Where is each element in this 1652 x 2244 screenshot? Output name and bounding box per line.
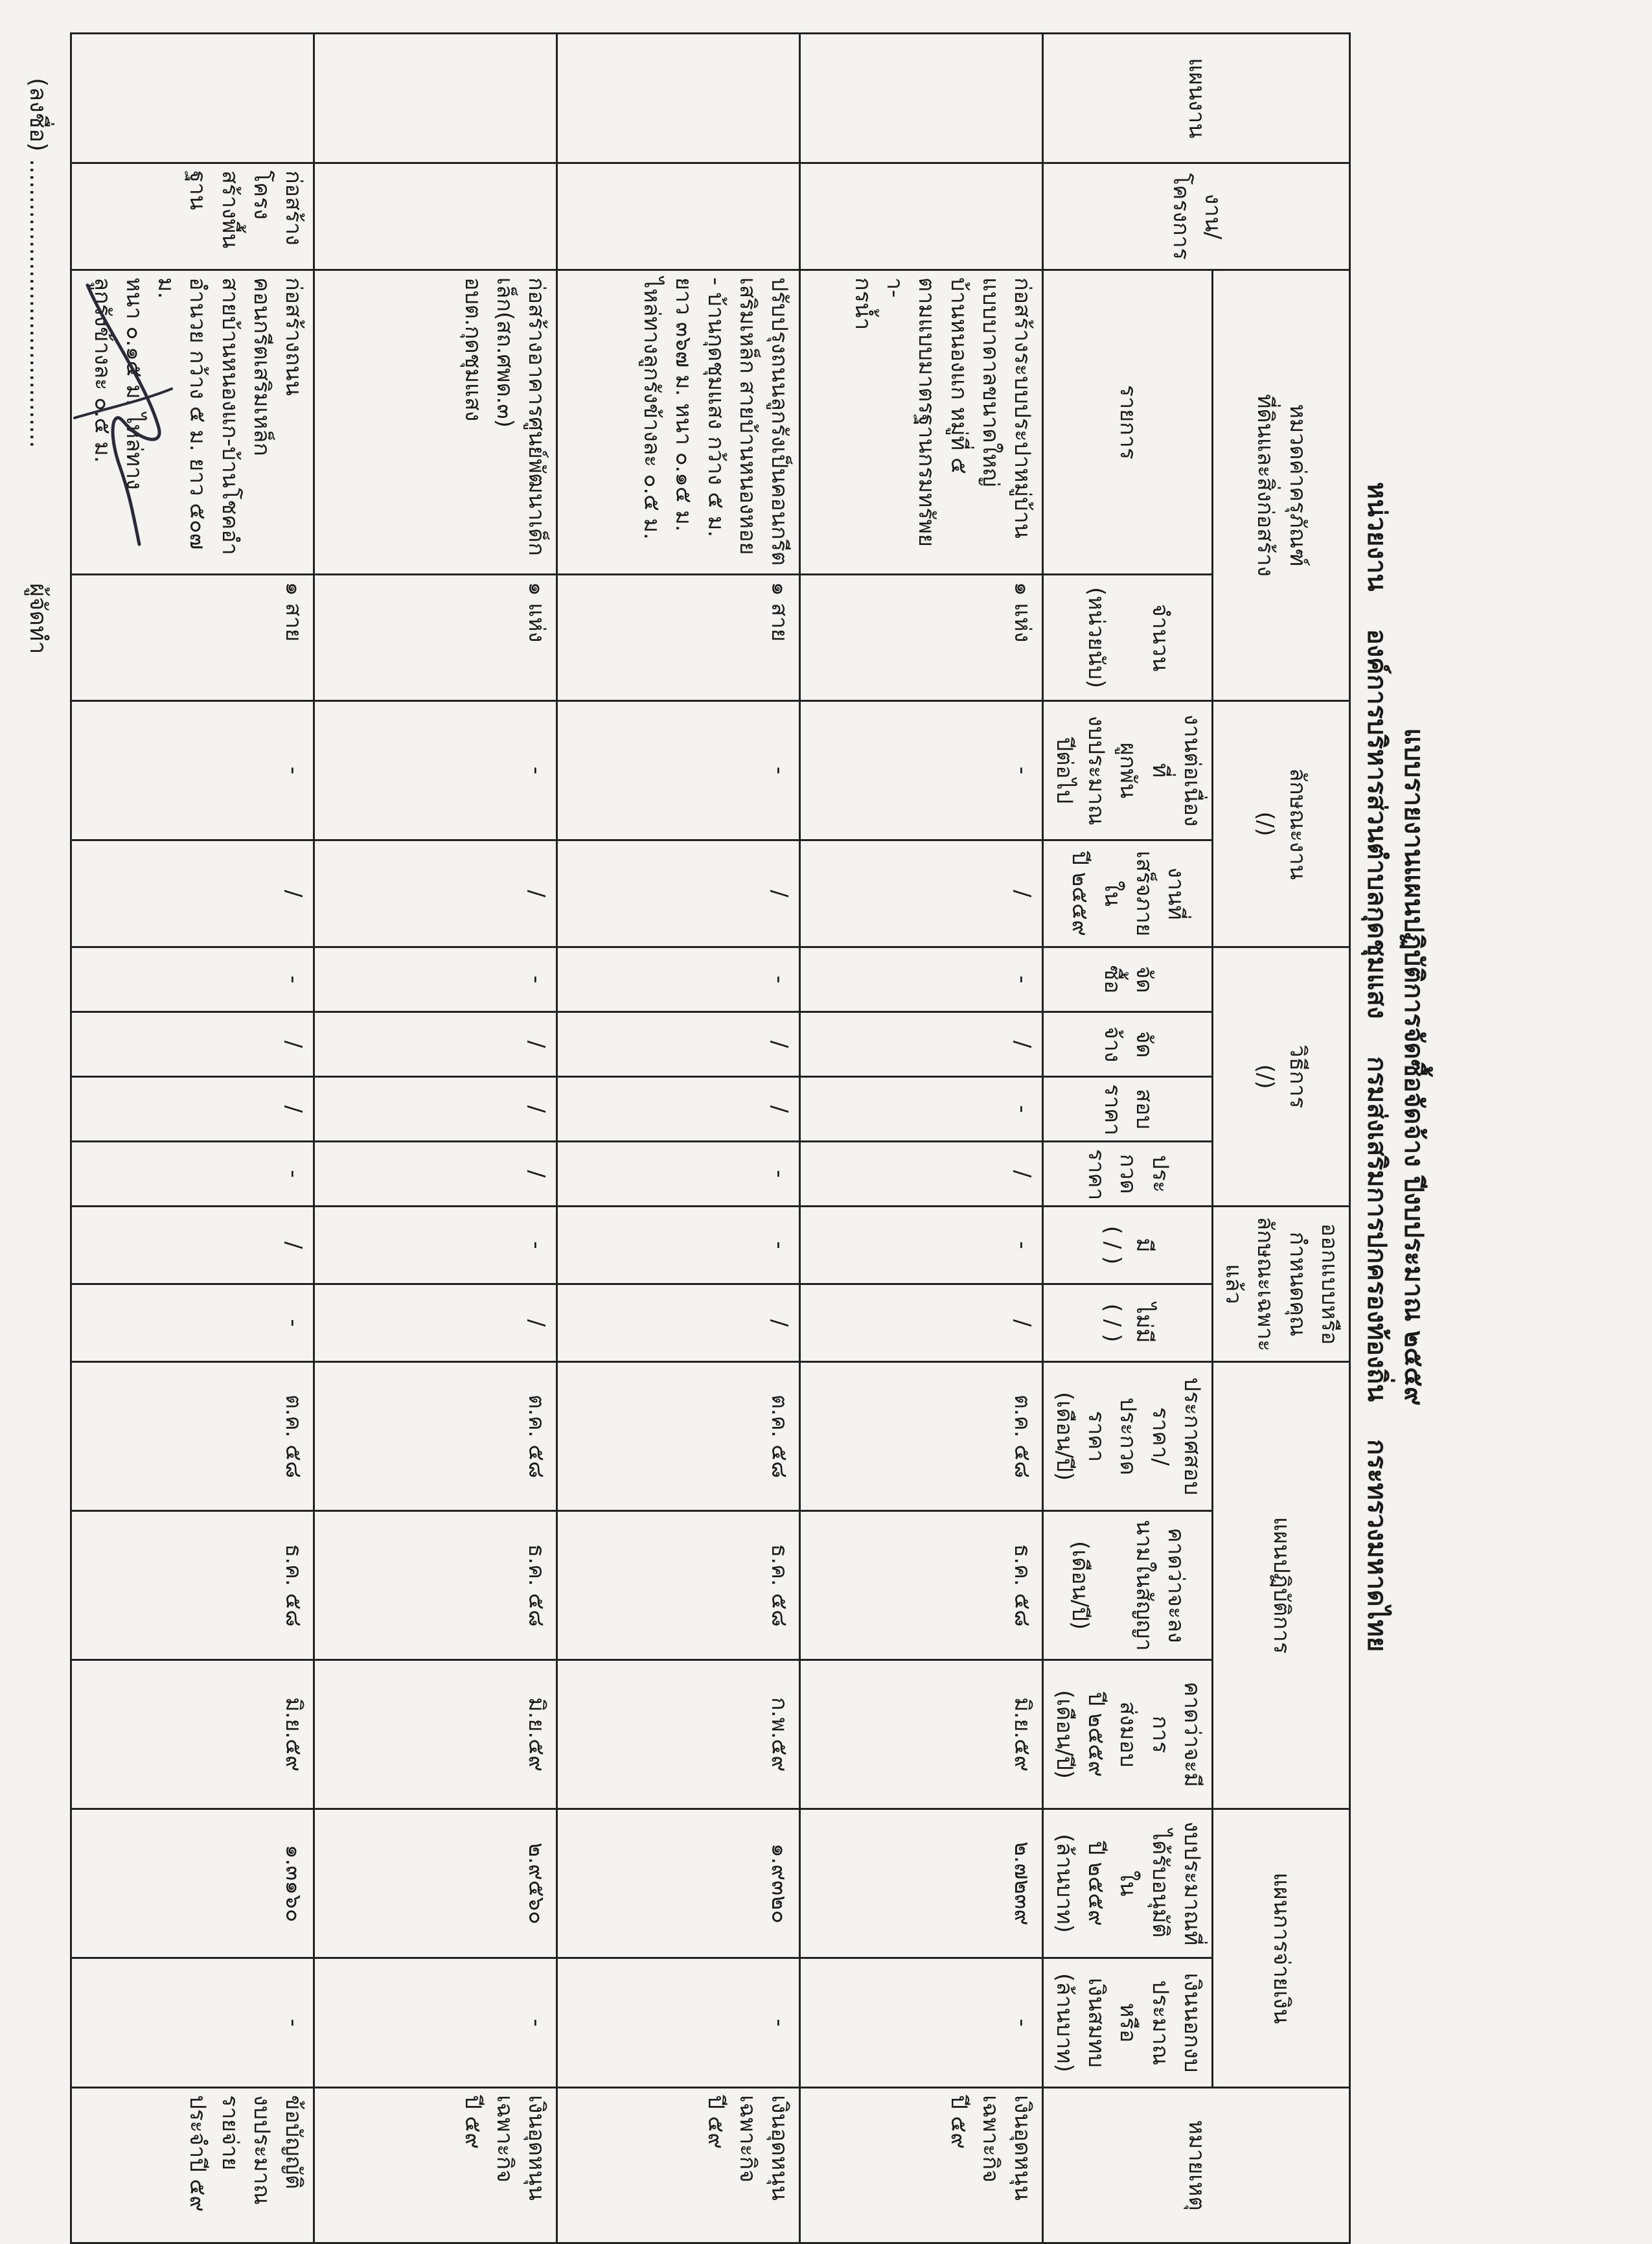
handwritten-signature — [68, 279, 185, 551]
cell-hire: / — [314, 1012, 557, 1077]
cell-price-check: / — [71, 1077, 314, 1142]
cell-bid: - — [557, 1142, 800, 1207]
header-continuing: งานต่อเนื่องที่ ผูกพัน งบประมาณ ปีต่อไป — [1043, 701, 1212, 840]
cell-remarks: ข้อบัญญัติ งบประมาณ รายจ่าย ประจำปี ๕๙ — [71, 2088, 314, 2243]
header-payment-plan: แผนการจ่ายเงิน — [1212, 1809, 1349, 2088]
cell-delivery: มิ.ย.๕๙ — [800, 1660, 1043, 1809]
cell-project — [557, 163, 800, 270]
header-hire: จัด จ้าง — [1043, 1012, 1212, 1077]
header-quantity: จำนวน (หน่วยนับ) — [1043, 575, 1212, 701]
header-category: หมวดค่าครุภัณฑ์ ที่ดินและสิ่งก่อสร้าง — [1212, 270, 1349, 701]
header-ops-plan: แผนปฏิบัติการ — [1212, 1362, 1349, 1809]
header-price-check: สอบ ราคา — [1043, 1077, 1212, 1142]
header-delivery: คาดว่าจะมีการ ส่งมอบ ปี ๒๕๕๙ (เดือน/ปี) — [1043, 1660, 1212, 1809]
cell-continuing: - — [71, 701, 314, 840]
header-no: ไม่มี ( / ) — [1043, 1284, 1212, 1362]
cell-budget: ๒.๙๕๖๐ — [314, 1809, 557, 1958]
cell-announce: ต.ค. ๕๘ — [557, 1362, 800, 1511]
cell-plan — [314, 34, 557, 163]
cell-continuing: - — [314, 701, 557, 840]
cell-no: - — [71, 1284, 314, 1362]
cell-announce: ต.ค. ๕๘ — [314, 1362, 557, 1511]
preparer-label: ผู้จัดทำ — [25, 583, 51, 654]
table-row — [314, 34, 557, 2243]
cell-extra-budget: - — [800, 1958, 1043, 2088]
cell-remarks: เงินอุดหนุน เฉพาะกิจ ปี ๕๙ — [800, 2088, 1043, 2243]
cell-plan — [557, 34, 800, 163]
cell-announce: ต.ค. ๕๘ — [800, 1362, 1043, 1511]
header-nature: ลักษณะงาน (/) — [1212, 701, 1349, 947]
cell-finished: / — [314, 840, 557, 947]
form-subtitle — [1357, 0, 1398, 2134]
cell-price-check: / — [314, 1077, 557, 1142]
cell-project: ก่อสร้างโครง สร้างพื้นฐาน — [71, 163, 314, 270]
cell-announce: ต.ค. ๕๘ — [71, 1362, 314, 1511]
header-finished: งานที่ เสร็จภาย ใน ปี ๒๕๕๙ — [1043, 840, 1212, 947]
header-remarks: หมายเหตุ — [1043, 2088, 1350, 2243]
header-project: งาน/โครงการ — [1043, 163, 1350, 270]
cell-price-check: / — [557, 1077, 800, 1142]
unit-label: หน่วยงาน — [1362, 481, 1392, 592]
header-plan: แผนงาน — [1043, 34, 1350, 163]
cell-yes: / — [71, 1207, 314, 1284]
cell-quantity: ๑ สาย — [557, 575, 800, 701]
cell-project — [314, 163, 557, 270]
form-title: แบบรายงานแผนปฏิบัติการจัดซื้อจัดจ้าง ปีงบประมาณ ๒๕๕๙ — [1399, 728, 1428, 1406]
table-row — [800, 34, 1043, 2243]
header-budget: งบประมาณที่ ได้รับอนุมัติใน ปี ๒๕๕๙ (ล้านบาท) — [1043, 1809, 1212, 1958]
cell-bid: / — [314, 1142, 557, 1207]
cell-remarks: เงินอุดหนุน เฉพาะกิจ ปี ๕๙ — [557, 2088, 800, 2243]
ministry-name: กระทรวงมหาดไทย — [1362, 1439, 1392, 1652]
cell-continuing: - — [800, 701, 1043, 840]
cell-delivery: มิ.ย.๕๙ — [314, 1660, 557, 1809]
cell-hire: / — [71, 1012, 314, 1077]
cell-contract: ธ.ค. ๕๘ — [800, 1511, 1043, 1660]
cell-quantity: ๑ สาย — [71, 575, 314, 701]
cell-plan — [71, 34, 314, 163]
cell-budget: ๑.๓๑๖๐ — [71, 1809, 314, 1958]
cell-bid: / — [800, 1142, 1043, 1207]
header-purchase: จัด ซื้อ — [1043, 947, 1212, 1012]
cell-extra-budget: - — [71, 1958, 314, 2088]
header-item: รายการ — [1043, 270, 1212, 575]
cell-extra-budget: - — [314, 1958, 557, 2088]
cell-quantity: ๑ แห่ง — [800, 575, 1043, 701]
cell-no: / — [800, 1284, 1043, 1362]
org-name: องค์การบริหารส่วนตำบลกุดชุมแสง — [1362, 629, 1392, 1019]
signature-line: (ลงชื่อ) ....................................... — [25, 78, 51, 448]
cell-item: ก่อสร้างถนนคอนกรีตเสริมเหล็ก สายบ้านหนองแก-บ้านโชคอำ อำนวย กว้าง ๕ ม. ยาว ๕๐๗ ม. หนา ๐.๑๕ ม. ไหล่ทาง ลูกรังข้างละ ๐.๕ ม. — [71, 270, 314, 575]
cell-purchase: - — [71, 947, 314, 1012]
cell-purchase: - — [800, 947, 1043, 1012]
cell-bid: - — [71, 1142, 314, 1207]
cell-delivery: ก.พ.๕๙ — [557, 1660, 800, 1809]
header-design: ออกแบบหรือ กำหนดคุณ ลักษณะเฉพาะ แล้ว — [1212, 1207, 1349, 1362]
cell-finished: / — [557, 840, 800, 947]
cell-item: ก่อสร้างอาคารศูนย์พัฒนาเด็ก เล็ก(สถ.ศพด.๓) อบต.กุดชุมแสง — [314, 270, 557, 575]
cell-yes: - — [800, 1207, 1043, 1284]
cell-contract: ธ.ค. ๕๘ — [557, 1511, 800, 1660]
cell-delivery: มิ.ย.๕๙ — [71, 1660, 314, 1809]
cell-project — [800, 163, 1043, 270]
cell-quantity: ๑ แห่ง — [314, 575, 557, 701]
cell-plan — [800, 34, 1043, 163]
cell-finished: / — [800, 840, 1043, 947]
cell-budget: ๒.๗๒๓๙ — [800, 1809, 1043, 1958]
cell-extra-budget: - — [557, 1958, 800, 2088]
cell-price-check: - — [800, 1077, 1043, 1142]
cell-item: ปรับปรุงถนนลูกรังเป็นคอนกรีต เสริมเหล็ก สายบ้านหนองหอย - บ้านกุดชุมแสง กว้าง ๕ ม. ยาว ๓๖๗ ม. หนา ๐.๑๕ ม. ไหล่ทางลูกรังข้างละ ๐.๕ ม. — [557, 270, 800, 575]
cell-item: ก่อสร้างระบบประปาหมู่บ้าน แบบบาดาลขนาดใหญ่ บ้านหนองแก หมู่ที่ ๕ ตามแบบมาตรฐานกรมทรัพยา- กรน้ำ — [800, 270, 1043, 575]
header-contract: คาดว่าจะลง นามในสัญญา (เดือน/ปี) — [1043, 1511, 1212, 1660]
cell-budget: ๑.๙๓๒๐ — [557, 1809, 800, 1958]
cell-contract: ธ.ค. ๕๘ — [314, 1511, 557, 1660]
cell-hire: / — [800, 1012, 1043, 1077]
cell-yes: - — [557, 1207, 800, 1284]
cell-finished: / — [71, 840, 314, 947]
header-extra-budget: เงินนอกงบ ประมาณหรือ เงินสมทบ (ล้านบาท) — [1043, 1958, 1212, 2088]
header-yes: มี ( / ) — [1043, 1207, 1212, 1284]
dept-name: กรมส่งเสริมการปกครองท้องถิ่น — [1362, 1056, 1392, 1402]
header-announce: ประกาศสอบ ราคา/ประกวด ราคา (เดือน/ปี) — [1043, 1362, 1212, 1511]
cell-no: / — [557, 1284, 800, 1362]
cell-no: / — [314, 1284, 557, 1362]
header-method: วิธีการ (/) — [1212, 947, 1349, 1207]
cell-purchase: - — [557, 947, 800, 1012]
cell-yes: - — [314, 1207, 557, 1284]
cell-continuing: - — [557, 701, 800, 840]
cell-contract: ธ.ค. ๕๘ — [71, 1511, 314, 1660]
cell-hire: / — [557, 1012, 800, 1077]
table-row — [557, 34, 800, 2243]
cell-purchase: - — [314, 947, 557, 1012]
header-bid: ประ กวด ราคา — [1043, 1142, 1212, 1207]
procurement-plan-table — [70, 32, 1351, 2244]
cell-remarks: เงินอุดหนุน เฉพาะกิจ ปี ๕๙ — [314, 2088, 557, 2243]
